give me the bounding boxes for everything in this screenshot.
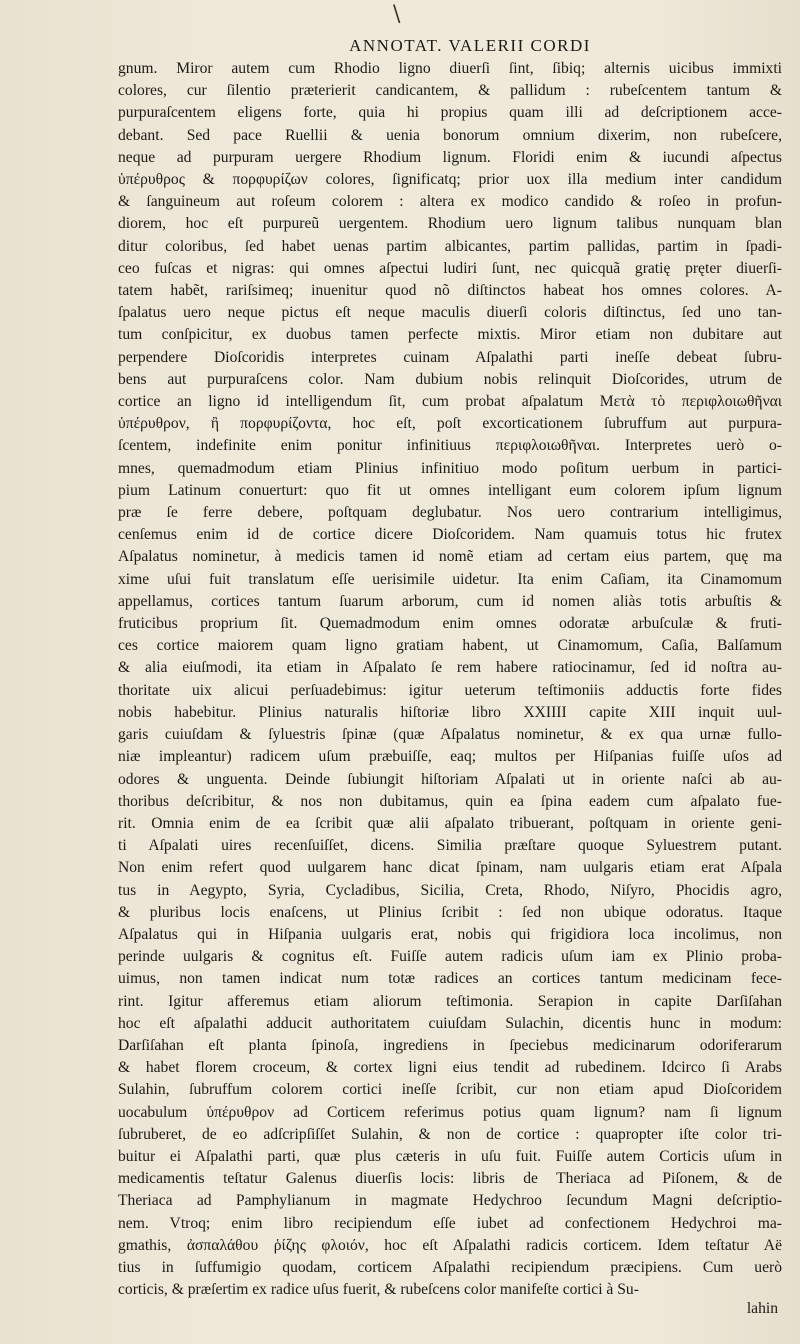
text-line: uimus, non tamen indicat num totæ radices an cortices tantum medicinam fece- (118, 970, 782, 988)
text-line: Aſpalatus qui in Hiſpania uulgaris erat, nobis qui frigidiora loca incolimus, non (118, 925, 782, 943)
text-line: buitur ei Aſpalathi parti, quæ plus cæteris in uſu fuit. Fuiſſe autem Corticis uſum in (118, 1147, 782, 1165)
text-line: tum conſpicitur, ex duobus tamen perfecte mixtis. Miror etiam non dubitare aut (118, 326, 782, 344)
text-line: ſcentem, indefinite enim ponitur infinitiuus περιφλοιωθῆναι. Interpretes uerò o- (118, 437, 782, 455)
text-line: ὑπέρυθρον, ἢ πορφυρίζοντα, hoc eſt, poſt excorticationem ſubruffum aut purpura- (118, 415, 782, 433)
text-line: xime uſui fuit translatum eſſe uerisimile uidetur. Ita enim Caſiam, ita Cinamomum (118, 570, 782, 588)
text-line: tius in ſuffumigio quodam, corticem Aſpalathi recipiendum præcipiens. Cum uerò (118, 1258, 782, 1276)
text-line: thoritate uix alicui perſuadebimus: igitur ueterum teſtimoniis adductis forte fides (118, 681, 782, 699)
text-line: nobis habebitur. Plinius naturalis hiſtoriæ libro XXIIII capite XIII inquit uul- (118, 703, 782, 721)
text-line: Theriaca ad Pamphylianum in magmate Hedychroo ſecundum Magni deſcriptio- (118, 1192, 782, 1210)
text-line: perinde uulgaris & cognitus eſt. Fuiſſe autem radicis uſum iam ex Plinio proba- (118, 948, 782, 966)
text-line: purpuraſcentem eligens forte, quia hi propius quam illi ad deſcriptionem acce- (118, 104, 782, 122)
page-mark: \ (393, 2, 401, 27)
text-line: ditur coloribus, ſed habet uenas partim albicantes, partim pallidas, partim in ſpadi- (118, 237, 782, 255)
text-line: ces cortice maiorem quam ligno gratiam habent, ut Cinamomum, Caſia, Balſamum (118, 637, 782, 655)
text-line: rit. Omnia enim de ea ſcribit quæ alii aſpalato tribuerant, poſtquam in oriente geni- (118, 814, 782, 832)
text-line: Aſpalatus nominetur, à medicis tamen id nomẽ etiam ad certam eius partem, quę ma (118, 548, 782, 566)
text-line: & alia eiuſmodi, ita etiam in Aſpalato ſe rem habere ratiocinamur, ſed id noſtra au- (118, 659, 782, 677)
running-head-text: ANNOTAT. VALERII CORDI (349, 36, 591, 55)
text-line: Darſiſahan eſt planta ſpinoſa, ingrediens in ſpeciebus medicinarum odoriferarum (118, 1036, 782, 1054)
text-line: corticis, & præſertim ex radice uſus fuerit, & rubeſcens color manifeſte cortici à Su- (118, 1281, 639, 1299)
text-line: gnum. Miror autem cum Rhodio ligno diuerſi ſint, ſibiq; alternis uicibus immixti (118, 60, 782, 77)
text-line: debant. Sed pace Ruellii & uenia bonorum omnium dixerim, non rubeſcere, (118, 126, 782, 144)
text-line: fruticibus proprium ſit. Quemadmodum enim omnes odoratæ arbuſculæ & fruti- (118, 615, 782, 633)
text-line: garis cuiuſdam & ſyluestris ſpinæ (quæ Aſpalatus nominetur, & ex qua urnæ fullo- (118, 726, 782, 744)
body-text (118, 58, 782, 1301)
text-line: & pluribus locis enaſcens, ut Plinius ſcribit : ſed non ubique odoratus. Itaque (118, 903, 782, 921)
text-line: cenſemus enim id de cortice dicere Dioſcoridem. Nam quamuis totus hic frutex (118, 526, 782, 544)
text-line: medicamentis teſtatur Galenus diuerſis locis: libris de Theriaca ad Piſonem, & de (118, 1170, 782, 1188)
text-line: tus in Aegypto, Syria, Cycladibus, Sicilia, Creta, Rhodo, Niſyro, Phocidis agro, (118, 881, 782, 899)
text-line: odores & unguenta. Deinde ſubiungit hiſtoriam Aſpalati ut in oriente naſci ab au- (118, 770, 782, 788)
text-line: tatem habẽt, rariſsimeq; inuenitur quod nõ diſtinctos habeat hos omnes colores. A- (118, 282, 782, 300)
text-line: ſpalatus uero neque pictus eſt neque maculis diuerſi coloris diſtinctus, ſed uno tan- (118, 304, 782, 322)
text-line: & habet florem croceum, & cortex ligni eius tendit ad rubedinem. Idcirco ſi Arabs (118, 1059, 782, 1077)
text-line: ceo fuſcas et nigras: qui omnes aſpectui ludiri ſunt, nec quicquã gratię pręter diuerſi- (118, 259, 782, 277)
text-line: niæ impleantur) radicem uſum præbuiſſe, eaq; multos per Hiſpanias fuiſſe uſos ad (118, 748, 782, 766)
text-line: ὑπέρυθρος & πορφυρίζων colores, ſignificatq; prior uox illa medium inter candidum (118, 171, 782, 189)
text-line: mnes, quemadmodum etiam Plinius infinitiuo modo poſitum uerbum in partici- (118, 459, 782, 477)
text-line: nem. Vtroq; enim libro recipiendum eſſe iubet ad confectionem Hedychroi ma- (118, 1214, 782, 1232)
text-line: & ſanguineum aut roſeum colorem : altera ex modico candido & roſeo in profun- (118, 193, 782, 211)
text-line: cortice an ligno id intelligendum ſit, cum probat aſpalatum Μετὰ τὸ περιφλοιωθῆναι (118, 393, 782, 411)
text-line: diorem, hoc eſt purpureũ uergentem. Rhodium uero lignum talibus nunquam blan (118, 215, 782, 233)
text-line: neque ad purpuram uergere Rhodium lignum. Floridi enim & iucundi aſpectus (118, 148, 782, 166)
text-line: præ ſe ferre debere, poſtquam deglubatur. Nos uero contrarium intelligimus, (118, 504, 782, 522)
text-line: Non enim refert quod uulgarem hanc dicat ſpinam, nam uulgaris etiam erat Aſpala (118, 859, 782, 877)
text-line: bens aut purpuraſcens color. Nam dubium nobis relinquit Dioſcorides, utrum de (118, 370, 782, 388)
text-line: rint. Igitur afferemus etiam aliorum teſtimonia. Serapion in capite Darſiſahan (118, 992, 782, 1010)
running-head (0, 36, 800, 56)
text-line: appellamus, cortices tantum ſuarum arborum, cum id nomen aliàs totis arbuſtis & (118, 592, 782, 610)
text-line: ſubruberet, de eo adſcripſiſſet Sulahin, & non de cortice : quapropter iſte color tri- (118, 1125, 782, 1143)
text-line: uocabulum ὑπέρυθρον ad Corticem referimus potius quam lignum? nam ſi lignum (118, 1103, 782, 1121)
text-line: hoc eſt aſpalathi adducit authoritatem cuiuſdam Sulachin, dicentis hunc in modum: (118, 1014, 782, 1032)
text-line: ti Aſpalati uires recenſuiſſet, dicens. Similia præſtare quoque Syluestrem putant. (118, 837, 782, 855)
text-line: pium Latinum conuerturt: quo fit ut omnes intelligant eum colorem ipſum lignum (118, 481, 782, 499)
text-line: gmathis, ἀσπαλάθου ῥίζης φλοιόν, hoc eſt Aſpalathi radicis corticem. Idem teſtatur Aë (118, 1236, 782, 1254)
text-line: perpendere Dioſcoridis interpretes cuinam Aſpalathi parti ineſſe debeat ſubru- (118, 348, 782, 366)
text-line: thoribus deſcribitur, & nos non dubitamus, quin ea ſpina eadem cum aſpalato fue- (118, 792, 782, 810)
catchword: lahin (746, 1300, 778, 1317)
text-line: colores, cur ſilentio præterierit candicantem, & pallidum : rubeſcentem tantum & (118, 82, 782, 100)
text-line: Sulahin, ſubruffum colorem cortici ineſſe ſcribit, cur non etiam apud Dioſcoridem (118, 1081, 782, 1099)
